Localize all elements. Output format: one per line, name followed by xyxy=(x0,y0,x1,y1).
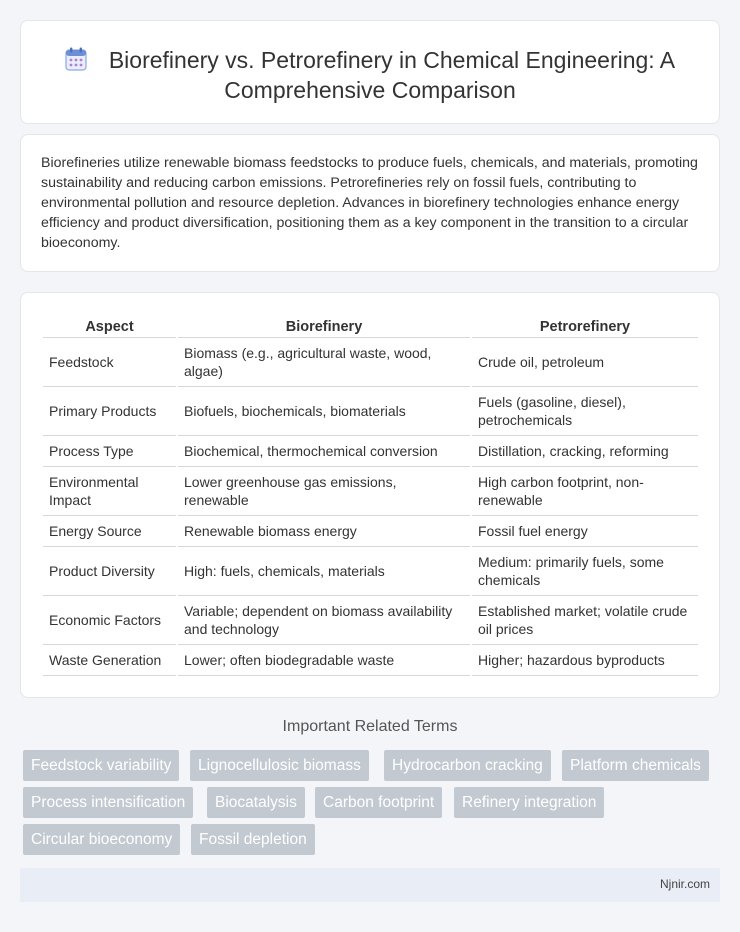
tag-feedstock-variability[interactable]: Feedstock variability xyxy=(23,750,179,781)
page-title xyxy=(51,45,689,105)
petrorefinery-cell: Higher; hazardous byproducts xyxy=(472,645,698,676)
table-row xyxy=(43,516,698,547)
tag-refinery-integration[interactable]: Refinery integration xyxy=(454,787,604,818)
aspect-cell: Energy Source xyxy=(43,516,176,547)
table-row xyxy=(43,338,698,387)
column-header-biorefinery: Biorefinery xyxy=(178,311,470,338)
biorefinery-cell: Lower greenhouse gas emissions, renewable xyxy=(178,467,470,516)
comparison-table-card xyxy=(20,292,720,698)
table-row xyxy=(43,596,698,645)
related-terms-heading: Important Related Terms xyxy=(282,718,458,735)
biorefinery-cell: Lower; often biodegradable waste xyxy=(178,645,470,676)
tag-carbon-footprint[interactable]: Carbon footprint xyxy=(315,787,442,818)
biorefinery-cell: Biomass (e.g., agricultural waste, wood, algae) xyxy=(178,338,470,387)
aspect-cell: Waste Generation xyxy=(43,645,176,676)
table-row xyxy=(43,547,698,596)
tag-process-intensification[interactable]: Process intensification xyxy=(23,787,193,818)
summary-paragraph: Biorefineries utilize renewable biomass feedstocks to produce fuels, chemicals, and materials, promoting sustainability and reducing carbon emissions. Petrorefineries rely on fossil fuels, contributing to environmental pollution and resource depletion. Advances in biorefinery technologies enhance energy efficiency and product diversification, positioning them as a key component in the transition to a circular bioeconomy. xyxy=(41,155,698,251)
tag-platform-chemicals[interactable]: Platform chemicals xyxy=(562,750,709,781)
aspect-cell: Process Type xyxy=(43,436,176,467)
calendar-icon xyxy=(65,47,87,71)
table-row xyxy=(43,387,698,436)
tag-biocatalysis[interactable]: Biocatalysis xyxy=(207,787,305,818)
page-title-text: Biorefinery vs. Petrorefinery in Chemical Engineering: A Comprehensive Comparison xyxy=(108,47,676,103)
biorefinery-cell: Biofuels, biochemicals, biomaterials xyxy=(178,387,470,436)
aspect-cell: Environmental Impact xyxy=(43,467,176,516)
title-card xyxy=(20,20,720,124)
column-header-aspect: Aspect xyxy=(43,311,176,338)
aspect-cell: Feedstock xyxy=(43,338,176,387)
tag-circular-bioeconomy[interactable]: Circular bioeconomy xyxy=(23,824,180,855)
petrorefinery-cell: High carbon footprint, non-renewable xyxy=(472,467,698,516)
comparison-table xyxy=(41,311,700,676)
petrorefinery-cell: Distillation, cracking, reforming xyxy=(472,436,698,467)
aspect-cell: Product Diversity xyxy=(43,547,176,596)
biorefinery-cell: Renewable biomass energy xyxy=(178,516,470,547)
aspect-cell: Economic Factors xyxy=(43,596,176,645)
table-row xyxy=(43,467,698,516)
table-header-row xyxy=(43,311,698,338)
biorefinery-cell: Variable; dependent on biomass availability and technology xyxy=(178,596,470,645)
tag-lignocellulosic-biomass[interactable]: Lignocellulosic biomass xyxy=(190,750,369,781)
biorefinery-cell: Biochemical, thermochemical conversion xyxy=(178,436,470,467)
summary-card xyxy=(20,134,720,272)
footer-site-link[interactable]: Njnir.com xyxy=(659,877,710,891)
table-row xyxy=(43,645,698,676)
petrorefinery-cell: Established market; volatile crude oil prices xyxy=(472,596,698,645)
column-header-petrorefinery: Petrorefinery xyxy=(472,311,698,338)
biorefinery-cell: High: fuels, chemicals, materials xyxy=(178,547,470,596)
petrorefinery-cell: Fuels (gasoline, diesel), petrochemicals xyxy=(472,387,698,436)
footer-bar xyxy=(20,868,720,902)
petrorefinery-cell: Medium: primarily fuels, some chemicals xyxy=(472,547,698,596)
table-row xyxy=(43,436,698,467)
tag-hydrocarbon-cracking[interactable]: Hydrocarbon cracking xyxy=(384,750,551,781)
tag-fossil-depletion[interactable]: Fossil depletion xyxy=(191,824,315,855)
petrorefinery-cell: Crude oil, petroleum xyxy=(472,338,698,387)
petrorefinery-cell: Fossil fuel energy xyxy=(472,516,698,547)
aspect-cell: Primary Products xyxy=(43,387,176,436)
